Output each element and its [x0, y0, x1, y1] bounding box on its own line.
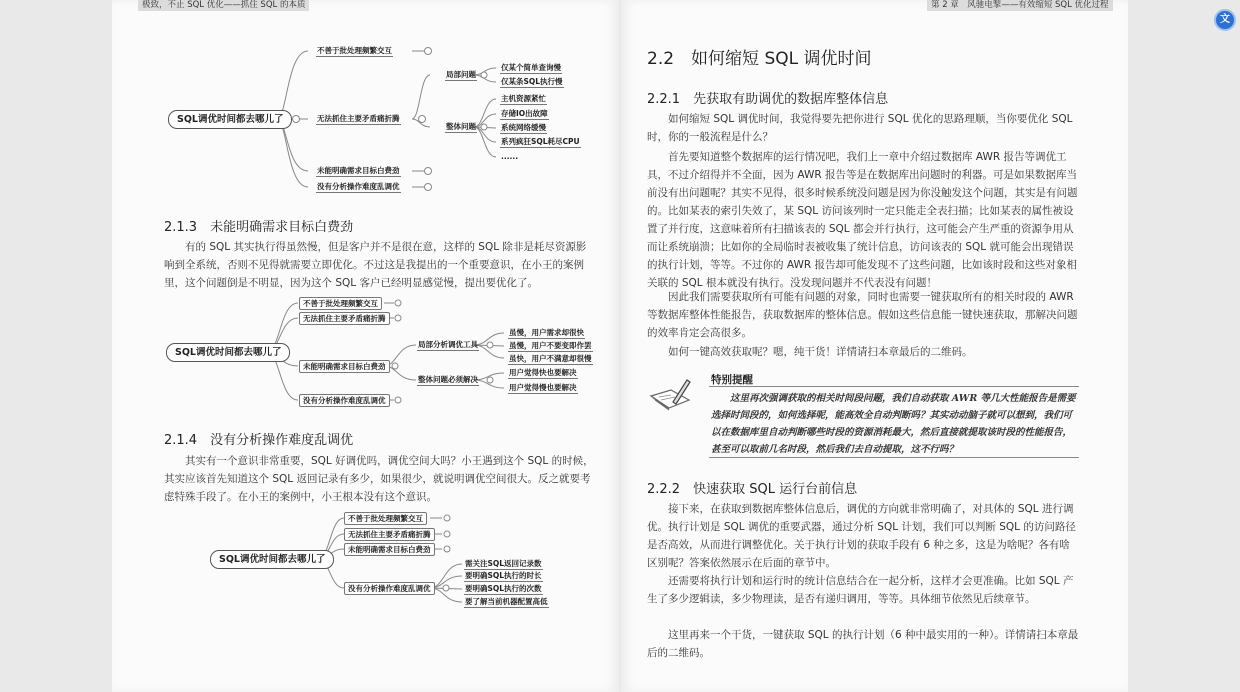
section-2-2-1-paragraph-1: 如何缩短 SQL 调优时间，我觉得要先把你进行 SQL 优化的思路理顺，当你要优化 SQL 时，你的一般流程是什么？	[647, 113, 1073, 143]
mindmap-2-tool-item: 虽慢，用户需求却很快	[509, 328, 584, 337]
mindmap-3-item: 要明确SQL执行的时长	[465, 571, 542, 580]
mindmap-1-global-item: 存储IO出故障	[501, 109, 548, 118]
mindmap-3-item: 要明确SQL执行的次数	[465, 584, 542, 593]
left-page	[112, 0, 619, 692]
mindmap-1-branch-3: 未能明确需求目标白费劲	[317, 166, 400, 175]
right-page	[621, 0, 1128, 692]
section-2-2-title: 2.2 如何缩短 SQL 调优时间	[647, 49, 872, 69]
mindmap-1-global-item: ......	[501, 152, 519, 161]
mindmap-1-local-problem: 局部问题	[446, 70, 476, 79]
tip-title: 特别提醒	[711, 374, 753, 386]
mindmap-1-global-problem: 整体问题	[446, 122, 476, 131]
section-2-2-2-title: 2.2.2 快速获取 SQL 运行台前信息	[647, 482, 858, 497]
mindmap-2-whole-node: 整体问题必须解决	[418, 375, 478, 384]
mindmap-3-item: 要了解当前机器配置高低	[465, 597, 548, 606]
mindmap-3-branch-1: 不善于批处理频繁交互	[344, 512, 427, 525]
mindmap-2-root: SQL调优时间都去哪儿了	[166, 343, 290, 362]
mindmap-1-local-item: 仅某条SQL执行慢	[501, 77, 563, 86]
section-2-2-1-paragraph-2: 首先要知道整个数据库的运行情况吧，我们上一章中介绍过数据库 AWR 报告等调优工具，不过介绍得并不全面，因为 AWR 报告等是在数据库出问题时的利器。可是如果数据库当前没有出问题呢？其实不见得，很多时候系统没问题是因为你没触发这个问题，其实是有问题的。比如某表的索引失效了，某 SQL 访问该列时一定只能走全表扫描；比如某表的属性被设置了并行度，这意味着所有扫描该表的 SQL 都会并行执行，这可能会产生严重的资源争用从而让系统崩溃；比如你的全局临时表被收集了统计信息，访问该表的 SQL 就可能会出现错误的执行计划，等等。不过你的 AWR 报告却可能发现不了这些问题，比如该时段和这些对象相关联的 SQL 根本就没有执行。没发现问题并不代表没有问题！	[647, 151, 1078, 289]
mindmap-2-branch-4: 没有分析操作难度乱调优	[299, 394, 390, 407]
tip-top-rule	[709, 386, 1079, 387]
translate-badge-button[interactable]: 文	[1214, 9, 1236, 31]
mindmap-2-branch-2: 无法抓住主要矛盾痛折腾	[299, 312, 390, 325]
mindmap-1-branch-1: 不善于批处理频繁交互	[317, 46, 392, 55]
section-2-1-4-paragraph: 其实有一个意识非常重要，SQL 好调优吗，调优空间大吗？小王遇到这个 SQL 的时候，其实应该首先知道这个 SQL 返回记录有多少，如果很少，就说明调优空间很大。反之就要考虑特殊手段了。在小王的案例中，小王根本没有这个意识。	[164, 455, 594, 503]
section-2-2-1-paragraph-4: 如何一键高效获取呢？嗯，纯干货！详情请扫本章最后的二维码。	[668, 346, 973, 358]
section-2-2-1-title: 2.2.1 先获取有助调优的数据库整体信息	[647, 92, 889, 107]
mindmap-3-branch-3: 未能明确需求目标白费劲	[344, 543, 435, 556]
mindmap-3-item: 需关注SQL返回记录数	[465, 559, 542, 568]
mindmap-1-local-item: 仅某个简单查询慢	[501, 63, 561, 72]
mindmap-2-tool-node: 局部分析调优工具	[418, 340, 478, 349]
tip-box	[649, 368, 1079, 458]
section-2-1-3-paragraph: 有的 SQL 其实执行得虽然慢，但是客户并不是很在意，这样的 SQL 除非是耗尽资源影响到全系统，否则不见得就需要立即优化。不过这是我提出的一个重要意识，在小王的案例里，这个问题倒是不明显，因为这个 SQL 客户已经明显感觉慢，提出要优化了。	[164, 241, 587, 289]
tip-notepad-icon	[649, 378, 693, 412]
mindmap-3-branch-2: 无法抓住主要矛盾痛折腾	[344, 528, 435, 541]
mindmap-2-whole-item: 用户觉得快也要解决	[509, 368, 577, 377]
mindmap-1-root: SQL调优时间都去哪儿了	[168, 110, 292, 129]
section-2-2-2-paragraph-1: 接下来，在获取到数据库整体信息后，调优的方向就非常明确了，对具体的 SQL 进行调优。执行计划是 SQL 调优的重要武器，通过分析 SQL 计划，我们可以判断 SQL 的访问路径是否高效，从而进行调整优化。关于执行计划的获取手段有 6 种之多，这是为啥呢？各有啥区别呢？答案依然展示在后面的章节中。	[647, 503, 1076, 569]
mindmap-2-branch-3: 未能明确需求目标白费劲	[299, 360, 390, 373]
mindmap-1-global-item: 主机资源紧忙	[501, 94, 546, 103]
section-2-2-2-paragraph-3: 这里再来一个干货，一键获取 SQL 的执行计划（6 种中最实用的一种）。详情请扫本章最后的二维码。	[647, 629, 1079, 659]
mindmap-2-branch-1: 不善于批处理频繁交互	[299, 297, 382, 310]
mindmap-2-tool-item: 虽快，用户不满意却很慢	[509, 354, 592, 363]
mindmap-1-global-item: 系统网络缓慢	[501, 123, 546, 132]
section-2-2-1-paragraph-3: 因此我们需要获取所有可能有问题的对象，同时也需要一键获取所有的相关时段的 AWR 等数据库整体性能报告，获取数据库的整体信息。假如这些信息能一键快速获取，那解决问题的效率肯定会高很多。	[647, 291, 1078, 339]
mindmap-1-branch-4: 没有分析操作难度乱调优	[317, 182, 400, 191]
mindmap-2-tool-item: 虽慢，用户不要变即作罢	[509, 341, 592, 350]
mindmap-3-root: SQL调优时间都去哪儿了	[210, 550, 334, 569]
mindmap-1-global-item: 系列疯狂SQL耗尽CPU	[501, 137, 580, 146]
mindmap-2-whole-item: 用户觉得慢也要解决	[509, 383, 577, 392]
section-2-1-3-title: 2.1.3 未能明确需求目标白费劲	[164, 220, 354, 235]
tip-bottom-rule	[709, 457, 1079, 458]
tip-body: 这里再次强调获取的相关时间段问题，我们自动获取 AWR 等几大性能报告是需要选择时间段的，如何选择呢，能高效全自动判断吗？其实动动脑子就可以想到，我们可以在数据库里自动判断哪些时段的资源消耗最大，然后直接就提取该时段的性能报告，甚至可以取前几名时段，然后我们去自动提取，这不行吗？	[711, 393, 1076, 455]
left-running-header: 极致，不止 SQL 优化——抓住 SQL 的本质	[138, 0, 309, 11]
mindmap-1-branch-2: 无法抓住主要矛盾痛折腾	[317, 114, 400, 123]
section-2-1-4-title: 2.1.4 没有分析操作难度乱调优	[164, 433, 354, 448]
section-2-2-2-paragraph-2: 还需要将执行计划和运行时的统计信息结合在一起分析，这样才会更准确。比如 SQL 产生了多少逻辑读，多少物理读，是否有递归调用，等等。具体细节依然见后续章节。	[647, 575, 1074, 605]
right-running-header: 第 2 章 风驰电掣——有效缩短 SQL 优化过程	[927, 0, 1113, 11]
mindmap-3-branch-4: 没有分析操作难度乱调优	[344, 582, 435, 595]
